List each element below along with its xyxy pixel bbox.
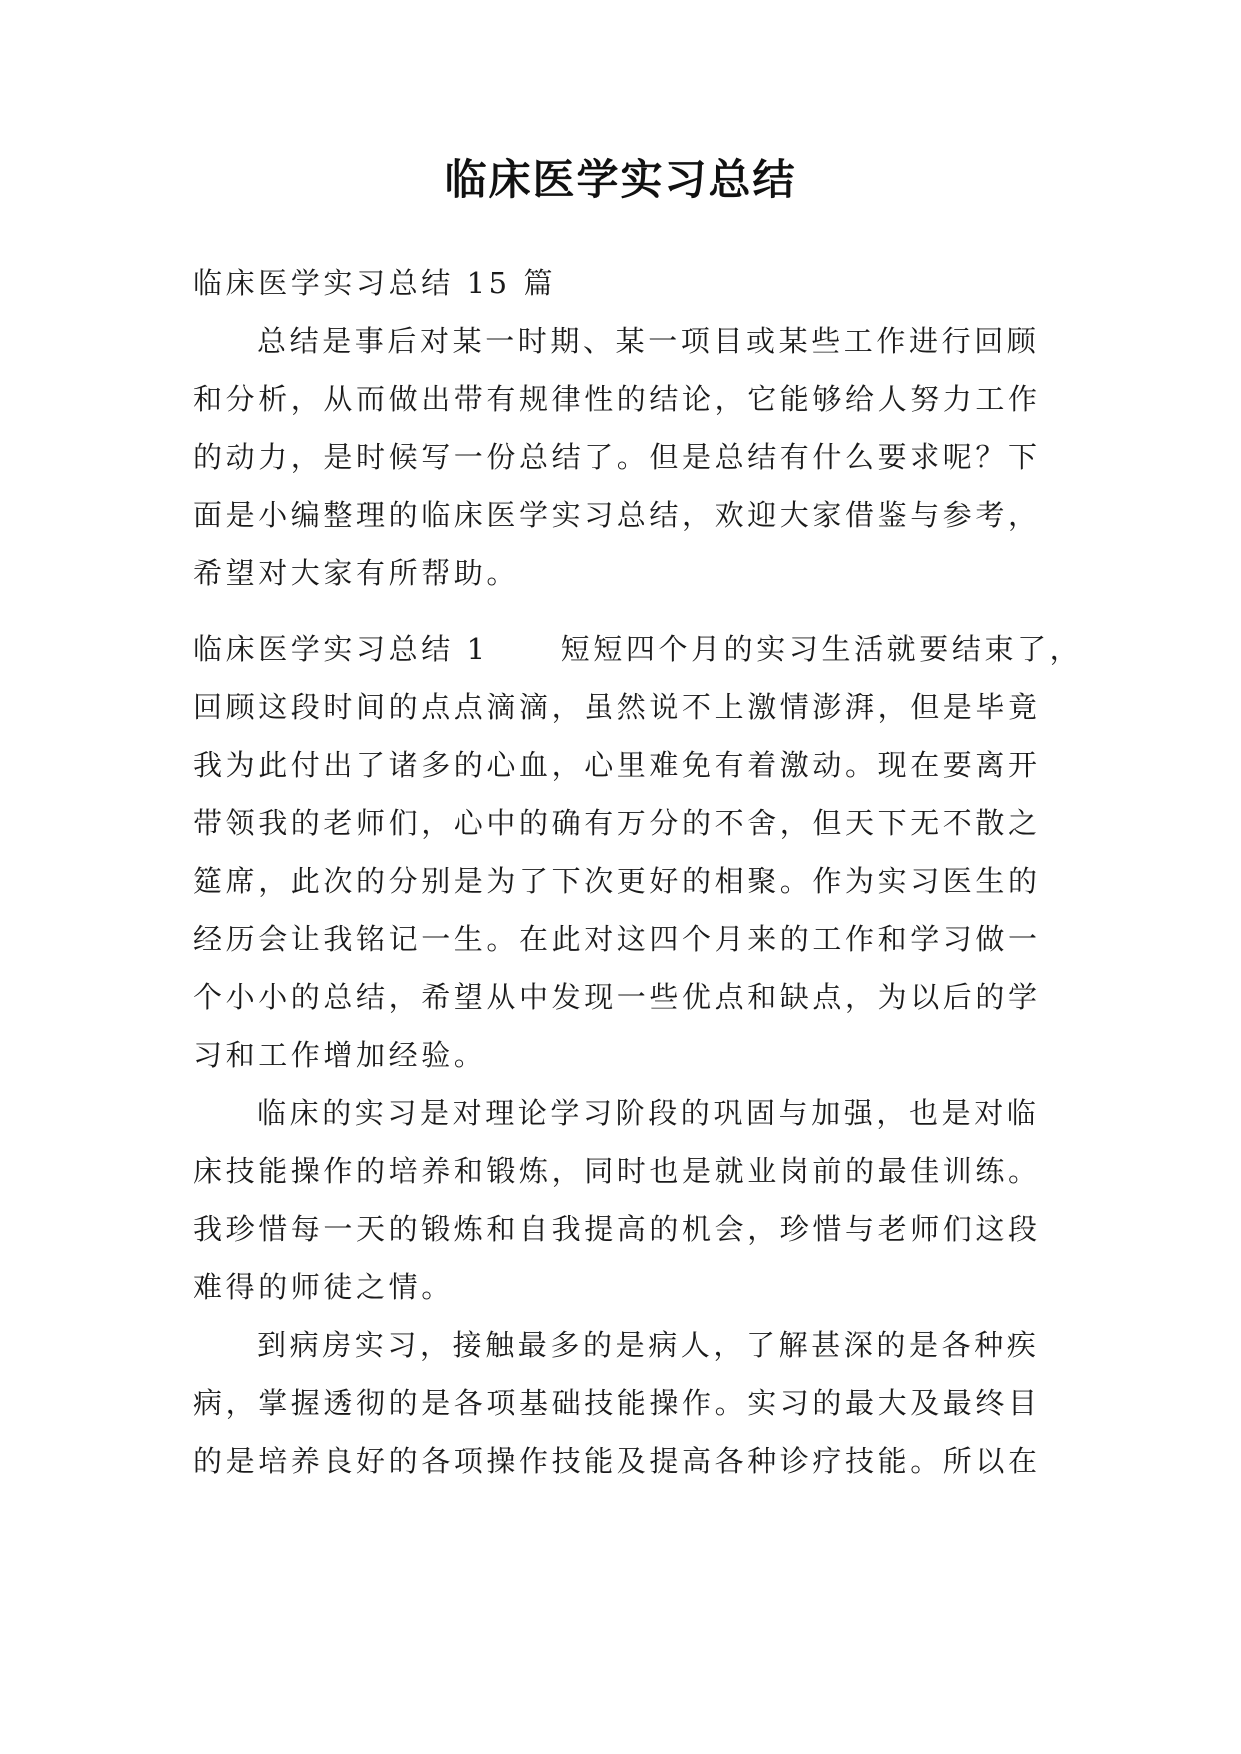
paragraph-line: 难得的师徒之情。: [193, 1270, 454, 1304]
paragraph-line: 我珍惜每一天的锻炼和自我提高的机会，珍惜与老师们这段: [193, 1212, 1041, 1246]
paragraph-line: 个小小的总结，希望从中发现一些优点和缺点，为以后的学: [193, 980, 1041, 1014]
paragraph-line: 回顾这段时间的点点滴滴，虽然说不上激情澎湃，但是毕竟: [193, 690, 1041, 724]
paragraph-line: 经历会让我铭记一生。在此对这四个月来的工作和学习做一: [193, 922, 1041, 956]
paragraph-line: 到病房实习，接触最多的是病人，了解甚深的是各种疾: [257, 1328, 1040, 1362]
paragraph-line: 的是培养良好的各项操作技能及提高各种诊疗技能。所以在: [193, 1444, 1041, 1478]
subtitle-line: 临床医学实习总结 15 篇: [193, 266, 557, 300]
document-title: 临床医学实习总结: [444, 155, 797, 204]
section-heading: 临床医学实习总结 1: [193, 632, 489, 666]
paragraph-line: 和分析，从而做出带有规律性的结论，它能够给人努力工作: [193, 382, 1041, 416]
paragraph-line: 总结是事后对某一时期、某一项目或某些工作进行回顾: [257, 324, 1040, 358]
paragraph-line: 习和工作增加经验。: [193, 1038, 487, 1072]
paragraph-line: 带领我的老师们，心中的确有万分的不舍，但天下无不散之: [193, 806, 1041, 840]
paragraph-line: 病，掌握透彻的是各项基础技能操作。实习的最大及最终目: [193, 1386, 1041, 1420]
section-1: [193, 620, 1083, 1490]
intro-paragraph: [193, 312, 1053, 602]
document-subtitle: [193, 254, 1053, 312]
paragraph-line: 面是小编整理的临床医学实习总结，欢迎大家借鉴与参考，: [193, 498, 1041, 532]
paragraph-line: 的动力，是时候写一份总结了。但是总结有什么要求呢？下: [193, 440, 1041, 474]
paragraph-line: 床技能操作的培养和锻炼，同时也是就业岗前的最佳训练。: [193, 1154, 1041, 1188]
paragraph-line: 我为此付出了诸多的心血，心里难免有着激动。现在要离开: [193, 748, 1041, 782]
paragraph-line: 临床的实习是对理论学习阶段的巩固与加强，也是对临: [257, 1096, 1040, 1130]
paragraph-line: 筵席，此次的分别是为了下次更好的相聚。作为实习医生的: [193, 864, 1041, 898]
section-heading-line: [193, 620, 1083, 678]
section-first-line: 短短四个月的实习生活就要结束了，: [560, 632, 1083, 666]
paragraph-line: 希望对大家有所帮助。: [193, 556, 520, 590]
